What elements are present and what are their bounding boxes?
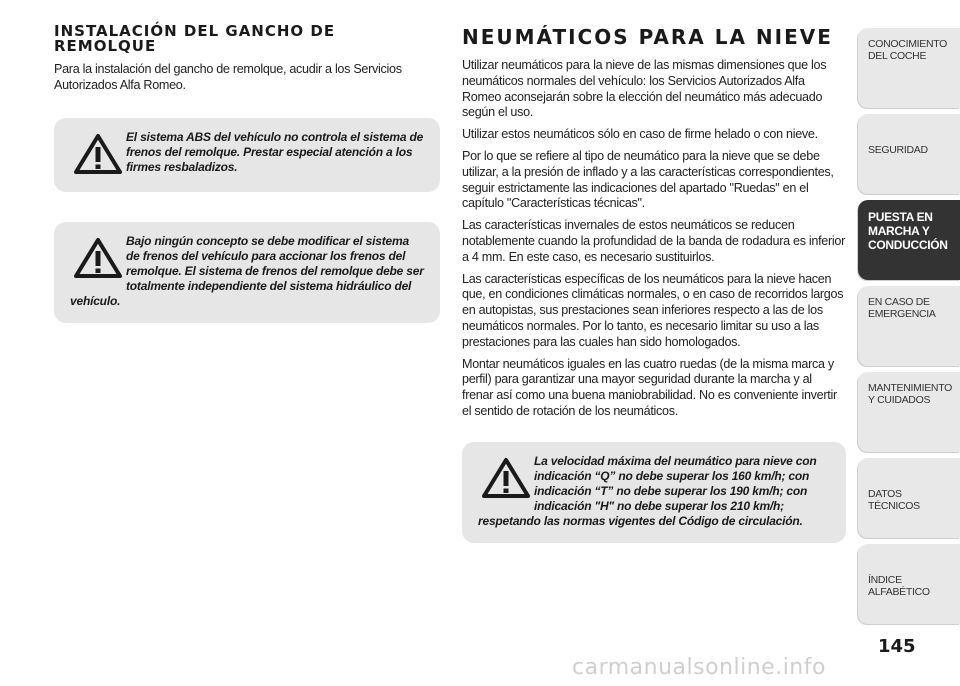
page-number: 145: [878, 636, 916, 657]
warning-box-brakes: [54, 222, 440, 323]
snow-tyres-body: [462, 58, 846, 420]
tab-emergencia[interactable]: EN CASO DE EMERGENCIA: [858, 286, 960, 366]
paragraph: Las características específicas de los neumáticos para la nieve hacen que, en condiciones climáticas normales, o en caso de recorridos largos en autopistas, sus prestaciones sean inferiores respecto a las de los neumáticos normales. Por lo tanto, es necesario limitar su uso a las prestaciones para las cuales han sido homologados.: [462, 271, 844, 349]
section-title-snow-tyres: NEUMÁTICOS PARA LA NIEVE: [462, 25, 833, 49]
warning-triangle-icon: [70, 234, 126, 282]
left-column: [54, 24, 440, 323]
tab-seguridad[interactable]: SEGURIDAD: [858, 114, 960, 194]
tab-indice[interactable]: ÍNDICE ALFABÉTICO: [858, 544, 960, 624]
paragraph: Montar neumáticos iguales en las cuatro ruedas (de la misma marca y perfil) para garantizar una mayor seguridad durante la marcha y al frenar así como una buena maniobrabilidad. No es conveniente invertir el sentido de rotación de los neumáticos.: [462, 356, 837, 418]
tab-datos-tecnicos[interactable]: DATOS TÉCNICOS: [858, 458, 960, 538]
warning-box-abs: [54, 118, 440, 192]
warning-box-speed: [462, 442, 846, 543]
paragraph: Utilizar estos neumáticos sólo en caso de firme helado o con nieve.: [462, 127, 818, 142]
warning-triangle-icon: [478, 454, 534, 502]
paragraph: Utilizar neumáticos para la nieve de las mismas dimensiones que los neumáticos normales del vehículo: los Servicios Autorizados Alfa Romeo aconsejarán sobre la elección del neumático más adecuado según el uso.: [462, 58, 827, 120]
tab-puesta-en-marcha[interactable]: PUESTA EN MARCHA Y CONDUCCIÓN: [858, 200, 960, 280]
warning-text-abs: El sistema ABS del vehículo no controla el sistema de frenos del remolque. Prestar especial atención a los firmes resbaladizos.: [126, 129, 424, 174]
paragraph-tow-hook: Para la instalación del gancho de remolque, acudir a los Servicios Autorizados Alfa Romeo.: [54, 62, 402, 92]
paragraph: Las características invernales de estos neumáticos se reducen notablemente cuando la profundidad de la banda de rodadura es inferior a 4 mm. En este caso, es necesario sustituirlos.: [462, 218, 845, 264]
chapter-tabs: [858, 28, 960, 630]
warning-text-speed: La velocidad máxima del neumático para nieve con indicación “Q” no debe superar los 160 km/h; con indicación “T” no debe superar los 190 km/h; con indicación "H" no debe superar los 210 km/h; respetando las normas vigentes del Código de circulación.: [478, 453, 817, 528]
paragraph: Por lo que se refiere al tipo de neumático para la nieve que se debe utilizar, a la presión de inflado y a las características correspondientes, seguir estrictamente las indicaciones del apartado "Ruedas" en el capítulo "Características técnicas".: [462, 148, 834, 211]
tab-conocimiento[interactable]: CONOCIMIENTO DEL COCHE: [858, 28, 960, 108]
warning-text-brakes: Bajo ningún concepto se debe modificar el sistema de frenos del vehículo para accionar los frenos del remolque. El sistema de frenos del remolque debe ser totalmente independiente del sistema hidráulico del vehículo.: [70, 233, 424, 308]
tab-mantenimiento[interactable]: MANTENIMIENTO Y CUIDADOS: [858, 372, 960, 452]
warning-triangle-icon: [70, 130, 126, 178]
section-title-tow-hook: INSTALACIÓN DEL GANCHO DE REMOLQUE: [54, 22, 336, 55]
watermark: carmanualsonline.info: [572, 655, 826, 680]
right-column: [462, 24, 846, 543]
